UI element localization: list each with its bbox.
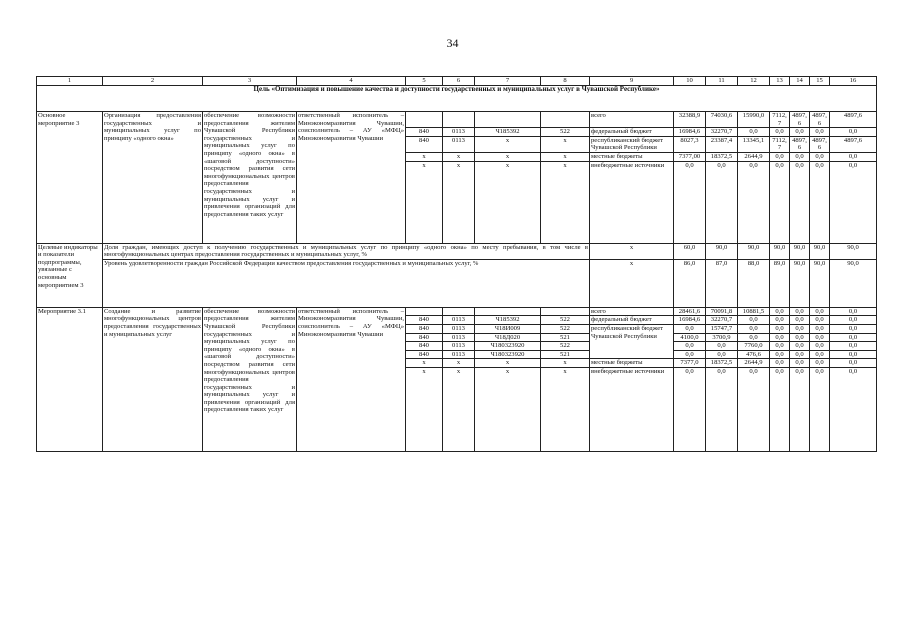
cell-value: 0,0	[674, 350, 706, 359]
target-text: Уровень удовлетворенности граждан Российской Федерации качеством предоставления государственных и муниципальных услуг, %	[103, 259, 590, 307]
cell-value: 0,0	[770, 342, 790, 351]
cell-value: 0,0	[770, 316, 790, 325]
cell-value: 0,0	[810, 161, 830, 243]
cell-value: 8027,3	[674, 136, 706, 152]
cell-value: 0,0	[790, 161, 810, 243]
table-row	[37, 307, 877, 316]
header-numbers-row	[37, 77, 877, 86]
table-row	[37, 112, 877, 128]
cell-value: 32270,7	[706, 316, 738, 325]
cell-source: местные бюджеты	[590, 152, 674, 161]
cell-value: 60,0	[674, 243, 706, 259]
cell-value: 0,0	[810, 342, 830, 351]
cell-value: 7112,7	[770, 136, 790, 152]
cell-value: 0,0	[738, 316, 770, 325]
cell-section	[443, 307, 475, 316]
cell-section: 0113	[443, 342, 475, 351]
header-col: 10	[674, 77, 706, 86]
cell-value: 0,0	[830, 128, 877, 137]
cell-value: 0,0	[830, 333, 877, 342]
cell-target-article: x	[475, 136, 541, 152]
cell-target-article: x	[475, 367, 541, 451]
cell-value: 0,0	[790, 152, 810, 161]
goal-title: Цель «Оптимизация и повышение качества и доступности государственных и муниципальных услуг в Чувашской Республике»	[37, 86, 877, 112]
header-col: 13	[770, 77, 790, 86]
cell-value: 87,0	[706, 259, 738, 307]
activity-name: Основное мероприятие 3	[37, 112, 103, 244]
cell-value: 86,0	[674, 259, 706, 307]
cell-value: 0,0	[706, 350, 738, 359]
cell-value: 0,0	[770, 359, 790, 368]
cell-value: 0,0	[674, 367, 706, 451]
cell-section: x	[443, 161, 475, 243]
cell-source: всего	[590, 112, 674, 128]
header-col: 4	[297, 77, 406, 86]
cell-expense-group	[541, 307, 590, 316]
cell-value: 0,0	[810, 324, 830, 333]
cell-target-article: Ч180323920	[475, 342, 541, 351]
cell-grbs: 840	[406, 350, 443, 359]
header-col: 14	[790, 77, 810, 86]
cell-source: всего	[590, 307, 674, 316]
cell-expense-group: 521	[541, 350, 590, 359]
cell-section: x	[443, 359, 475, 368]
cell-value: 0,0	[674, 324, 706, 333]
cell-target-article: Ч18И009	[475, 324, 541, 333]
cell-value: 0,0	[810, 367, 830, 451]
cell-value: 0,0	[706, 161, 738, 243]
targets-label: Целевые индикаторы и показатели подпрограммы, увязанные с основным мероприятием 3	[37, 243, 103, 307]
cell-source: федеральный бюджет	[590, 128, 674, 137]
cell-value: 89,0	[770, 259, 790, 307]
program-table	[36, 76, 877, 452]
cell-value: 90,0	[790, 259, 810, 307]
cell-value: 90,0	[830, 243, 877, 259]
cell-target-article: x	[475, 359, 541, 368]
cell-value: 0,0	[810, 152, 830, 161]
cell-expense-group: 522	[541, 128, 590, 137]
cell-value: 4897,6	[830, 112, 877, 128]
cell-grbs: 840	[406, 342, 443, 351]
cell-target-article: Ч180323920	[475, 350, 541, 359]
activity-title: Организация предоставления государственных и муниципальных услуг по принципу «одного окна»	[103, 112, 203, 244]
cell-grbs: x	[406, 161, 443, 243]
cell-value: 0,0	[738, 367, 770, 451]
cell-grbs: x	[406, 152, 443, 161]
cell-source: республиканский бюджет Чувашской Республики	[590, 136, 674, 152]
cell-value: 90,0	[770, 243, 790, 259]
cell-section: x	[443, 152, 475, 161]
cell-value: 16984,6	[674, 316, 706, 325]
cell-value: 0,0	[810, 359, 830, 368]
cell-grbs: 840	[406, 128, 443, 137]
cell-value: 4897,6	[810, 136, 830, 152]
cell-value: 4897,6	[830, 136, 877, 152]
cell-value: 0,0	[770, 152, 790, 161]
cell-section: 0113	[443, 128, 475, 137]
cell-value: 0,0	[810, 350, 830, 359]
cell-grbs: 840	[406, 333, 443, 342]
activity-executor: ответственный исполнитель – Минэкономразвития Чувашии, соисполнитель – АУ «МФЦ» Минэкономразвития Чувашии	[297, 112, 406, 244]
cell-expense-group: 521	[541, 333, 590, 342]
cell-target-article	[475, 112, 541, 128]
cell-value: 0,0	[830, 161, 877, 243]
activity-goal: обеспечение возможности предоставления жителям Чувашской Республики государственных и муниципальных услуг по принципу «одного окна» в «шаговой доступности» посредством развития сети многофункциональных центров предоставления государственных и муниципальных услуг и привлечения организаций для предоставления таких услуг	[203, 307, 297, 451]
cell-value: 0,0	[830, 324, 877, 333]
cell-value: 3700,9	[706, 333, 738, 342]
cell-value: 90,0	[810, 259, 830, 307]
activity-title: Создание и развитие многофункциональных центров предоставления государственных и муниципальных услуг	[103, 307, 203, 451]
cell-grbs: 840	[406, 324, 443, 333]
cell-value: 32388,9	[674, 112, 706, 128]
table-row	[37, 243, 877, 259]
cell-value: 90,0	[830, 259, 877, 307]
cell-grbs: 840	[406, 316, 443, 325]
cell-source: внебюджетные источники	[590, 367, 674, 451]
cell-value: 0,0	[738, 128, 770, 137]
cell-value: 74030,6	[706, 112, 738, 128]
cell-value: 0,0	[790, 307, 810, 316]
cell-source: x	[590, 259, 674, 307]
cell-value: 0,0	[770, 350, 790, 359]
header-col: 16	[830, 77, 877, 86]
cell-value: 16984,6	[674, 128, 706, 137]
cell-value: 0,0	[706, 367, 738, 451]
cell-value: 0,0	[810, 307, 830, 316]
cell-section: 0113	[443, 316, 475, 325]
cell-value: 0,0	[830, 350, 877, 359]
header-col: 9	[590, 77, 674, 86]
header-col: 6	[443, 77, 475, 86]
cell-value: 0,0	[674, 161, 706, 243]
cell-value: 15747,7	[706, 324, 738, 333]
activity-goal: обеспечение возможности предоставления жителям Чувашской Республики государственных и муниципальных услуг по принципу «одного окна» в «шаговой доступности» посредством развития сети многофункциональных центров предоставления государственных и муниципальных услуг и привлечения организаций для предоставления таких услуг	[203, 112, 297, 244]
cell-value: 0,0	[830, 307, 877, 316]
cell-grbs: 840	[406, 136, 443, 152]
cell-value: 90,0	[790, 243, 810, 259]
cell-value: 4100,0	[674, 333, 706, 342]
cell-value: 18372,5	[706, 359, 738, 368]
cell-value: 23387,4	[706, 136, 738, 152]
header-col: 12	[738, 77, 770, 86]
cell-value: 476,6	[738, 350, 770, 359]
cell-target-article: Ч18Д020	[475, 333, 541, 342]
cell-value: 88,0	[738, 259, 770, 307]
activity-name: Мероприятие 3.1	[37, 307, 103, 451]
header-col: 15	[810, 77, 830, 86]
cell-expense-group: x	[541, 161, 590, 243]
cell-grbs: x	[406, 367, 443, 451]
cell-value: 4897,6	[790, 136, 810, 152]
cell-value: 10881,5	[738, 307, 770, 316]
cell-value: 0,0	[790, 359, 810, 368]
cell-expense-group: x	[541, 367, 590, 451]
cell-section: 0113	[443, 333, 475, 342]
cell-target-article	[475, 307, 541, 316]
cell-value: 0,0	[770, 161, 790, 243]
cell-value: 0,0	[790, 367, 810, 451]
cell-value: 0,0	[830, 316, 877, 325]
cell-value: 0,0	[770, 333, 790, 342]
header-col: 3	[203, 77, 297, 86]
cell-value: 0,0	[790, 333, 810, 342]
header-col: 1	[37, 77, 103, 86]
cell-value: 70091,8	[706, 307, 738, 316]
cell-value: 0,0	[738, 324, 770, 333]
cell-value: 90,0	[738, 243, 770, 259]
cell-value: 0,0	[830, 367, 877, 451]
cell-value: 0,0	[706, 342, 738, 351]
cell-value: 7377,00	[674, 152, 706, 161]
header-col: 5	[406, 77, 443, 86]
cell-value: 2644,9	[738, 152, 770, 161]
cell-value: 0,0	[738, 161, 770, 243]
cell-section: 0113	[443, 136, 475, 152]
cell-value: 7377,0	[674, 359, 706, 368]
cell-value: 2644,9	[738, 359, 770, 368]
cell-value: 0,0	[790, 316, 810, 325]
cell-value: 0,0	[810, 316, 830, 325]
cell-value: 0,0	[810, 333, 830, 342]
cell-target-article: x	[475, 161, 541, 243]
activity-executor: ответственный исполнитель – Минэкономразвития Чувашии, соисполнитель – АУ «МФЦ» Минэкономразвития Чувашии	[297, 307, 406, 451]
cell-value: 0,0	[674, 342, 706, 351]
cell-value: 0,0	[830, 342, 877, 351]
cell-value: 7760,0	[738, 342, 770, 351]
cell-value: 28461,6	[674, 307, 706, 316]
cell-grbs	[406, 112, 443, 128]
cell-target-article: x	[475, 152, 541, 161]
cell-section: 0113	[443, 324, 475, 333]
cell-section	[443, 112, 475, 128]
cell-value: 0,0	[770, 324, 790, 333]
page-number: 34	[446, 36, 459, 50]
cell-value: 0,0	[810, 128, 830, 137]
cell-value: 0,0	[770, 128, 790, 137]
cell-section: 0113	[443, 350, 475, 359]
table-row	[37, 259, 877, 307]
header-col: 8	[541, 77, 590, 86]
cell-value: 7112,7	[770, 112, 790, 128]
cell-value: 0,0	[770, 367, 790, 451]
cell-value: 90,0	[810, 243, 830, 259]
cell-grbs: x	[406, 359, 443, 368]
cell-section: x	[443, 367, 475, 451]
cell-expense-group: 522	[541, 342, 590, 351]
cell-value: 0,0	[830, 359, 877, 368]
cell-value: 0,0	[770, 307, 790, 316]
cell-expense-group: 522	[541, 316, 590, 325]
cell-source: x	[590, 243, 674, 259]
cell-value: 90,0	[706, 243, 738, 259]
cell-value: 0,0	[830, 152, 877, 161]
cell-value: 0,0	[790, 128, 810, 137]
cell-value: 0,0	[790, 350, 810, 359]
target-text: Доля граждан, имеющих доступ к получению государственных и муниципальных услуг по принципу «одного окна» по месту пребывания, в том числе в многофункциональных центрах предоставления государственных и муниципальных услуг, %	[104, 243, 588, 259]
cell-expense-group	[541, 112, 590, 128]
cell-value: 0,0	[790, 342, 810, 351]
cell-target-article: Ч185392	[475, 128, 541, 137]
cell-value: 0,0	[738, 333, 770, 342]
header-col: 2	[103, 77, 203, 86]
cell-value: 13345,1	[738, 136, 770, 152]
cell-value: 4897,6	[810, 112, 830, 128]
cell-expense-group: x	[541, 136, 590, 152]
cell-value: 0,0	[790, 324, 810, 333]
cell-expense-group: 522	[541, 324, 590, 333]
cell-source: республиканский бюджет Чувашской Республики	[590, 324, 674, 358]
header-col: 11	[706, 77, 738, 86]
cell-target-article: Ч185392	[475, 316, 541, 325]
cell-value: 18372,5	[706, 152, 738, 161]
cell-source: внебюджетные источники	[590, 161, 674, 243]
cell-source: федеральный бюджет	[590, 316, 674, 325]
goal-row	[37, 86, 877, 112]
cell-expense-group: x	[541, 152, 590, 161]
cell-grbs	[406, 307, 443, 316]
cell-value: 15990,0	[738, 112, 770, 128]
cell-expense-group: x	[541, 359, 590, 368]
header-col: 7	[475, 77, 541, 86]
cell-source: местные бюджеты	[590, 359, 674, 368]
cell-value: 4897,6	[790, 112, 810, 128]
cell-value: 32270,7	[706, 128, 738, 137]
